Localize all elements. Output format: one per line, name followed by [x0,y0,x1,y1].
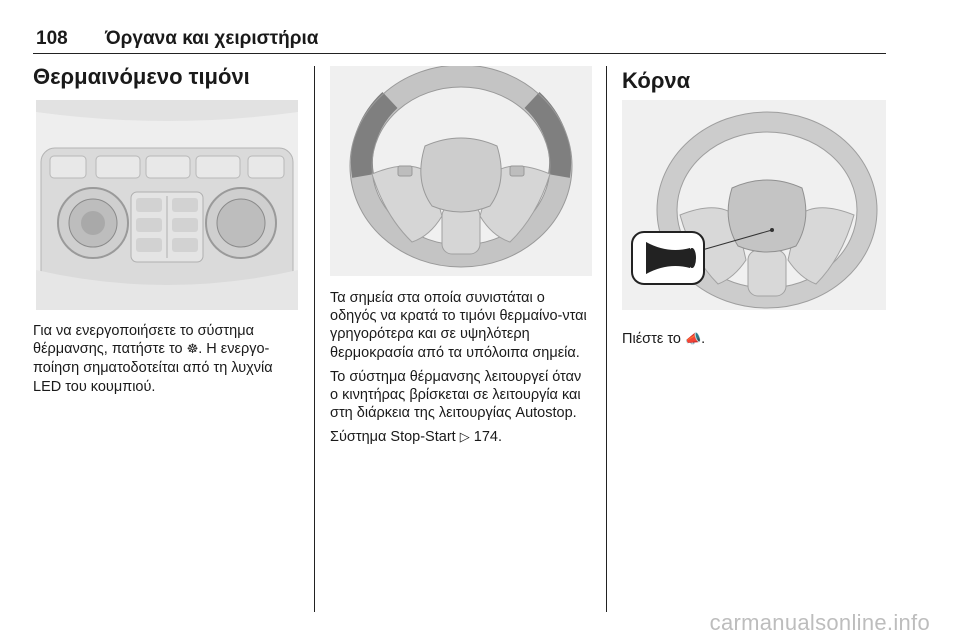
column-horn [622,64,886,98]
section-heading-heated-steering-wheel: Θερμαινόμενο τιμόνι [33,64,250,89]
footer-watermark: carmanualsonline.info [709,610,930,635]
paragraph-heated-wheel-activation [33,322,301,396]
section-heading-horn: Κόρνα [622,68,691,93]
reference-page: 174. [473,429,502,446]
paragraph-text-after-icon: . Η ενεργο-ποίηση σηματοδοτείται από τη λυχνία LED του κουμπιού. [33,341,273,395]
reference-text: Σύστημα Stop-Start [330,429,456,446]
column2-text [330,289,593,448]
column-divider-1 [314,66,315,612]
heated-steering-wheel-icon: ☸ [186,342,199,358]
horn-icon: 📣 [684,332,702,347]
column-divider-2 [606,66,607,612]
column-heated-steering-wheel [33,60,301,94]
paragraph-text-before-icon: Για να ενεργοποιήσετε το σύστημα θέρμανσης, πατήστε το [33,323,254,358]
column1-text [33,322,301,396]
header-rule [33,53,886,54]
climate-control-panel-image [36,100,298,310]
page-reference-arrow-icon: ▷ [459,430,470,446]
paragraph-press-horn [622,330,886,349]
running-title: Όργανα και χειριστήρια [105,28,319,49]
page-number: 108 [36,28,68,49]
stop-start-reference [330,428,593,447]
paragraph-text-before-icon: Πιέστε το [622,331,685,347]
column3-text [622,330,886,349]
paragraph-text-after-icon: . [701,331,706,347]
steering-wheel-heated-zones-image [330,66,592,276]
horn-steering-wheel-image [622,100,886,310]
paragraph-heating-operation: Το σύστημα θέρμανσης λειτουργεί όταν ο κινητήρας βρίσκεται σε λειτουργία και στη διάρκεια της λειτουργίας Autostop. [330,368,582,422]
paragraph-heated-zones: Τα σημεία στα οποία συνιστάται ο οδηγός να κρατά το τιμόνι θερμαίνο-νται γρηγορότερα και σε υψηλότερη θερμοκρασία από τα υπόλοιπα σημεία. [330,290,587,361]
